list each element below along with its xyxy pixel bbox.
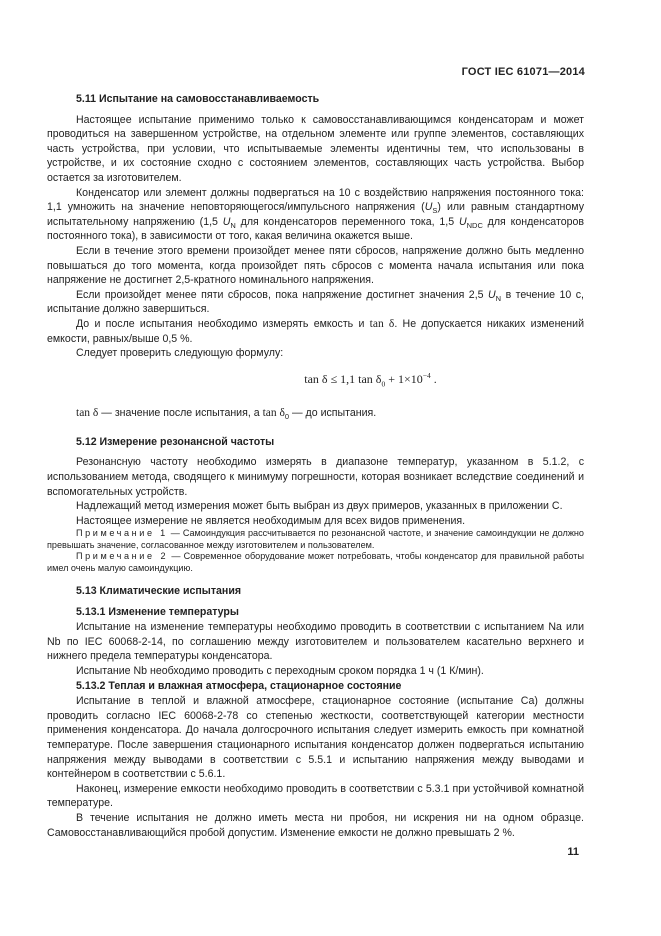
- paragraph: Наконец, измерение емкости необходимо проводить в соответствии с 5.3.1 при устойчивой комнатной температуре.: [47, 782, 584, 810]
- paragraph: В течение испытания не должно иметь места ни пробоя, ни искрения ни на одном образце. Самовосстанавливающийся пробой допустим. Изменение емкости не должно превышать 2 %.: [47, 811, 584, 839]
- document-code: ГОСТ IEC 61071—2014: [461, 66, 585, 78]
- subsection-heading-5-13-2: 5.13.2 Теплая и влажная атмосфера, стационарное состояние: [76, 679, 402, 692]
- paragraph: Настоящее измерение не является необходимым для всех видов применения.: [76, 514, 466, 527]
- subsection-heading-5-13-1: 5.13.1 Изменение температуры: [76, 605, 239, 618]
- paragraph: Испытание Nb необходимо проводить с переходным сроком порядка 1 ч (1 К/мин).: [76, 665, 484, 678]
- paragraph: Резонансную частоту необходимо измерять в диапазоне температур, указанном в 5.1.2, с использованием метода, сводящего к минимуму погрешности, которая возникает вследствие соединений и вспомогательных устройств.: [47, 456, 584, 498]
- paragraph: Если в течение этого времени произойдет менее пяти сбросов, напряжение должно быть медленно повышаться до того момента, когда произойдет пять сбросов с момента начала испытания или пока напряжение не достигнет 2,5-кратного номинального напряжения.: [47, 244, 584, 287]
- formula-definitions: tan δ — значение после испытания, а $\tan \delta_0$ — до испытания.: [76, 407, 377, 422]
- section-heading-5-12: 5.12 Измерение резонансной частоты: [76, 435, 275, 448]
- note-2: Примечание 2 — Современное оборудование может потребовать, чтобы конденсатор для правильной работы имел очень малую самоиндукцию.: [47, 551, 584, 573]
- paragraph: Если произойдет менее пяти сбросов, пока напряжение достигнет значения 2,5 $U_N$ в течение 10 с, испытание должно завершиться.: [47, 288, 584, 316]
- formula: tan δ ≤ 1,1 $\tan \delta_0 + 1\times 10^{-4}$ .: [304, 370, 437, 389]
- section-heading-5-13: 5.13 Климатические испытания: [76, 585, 242, 598]
- paragraph: Конденсатор или элемент должны подвергаться на 10 с воздействию напряжения постоянного тока: 1,1 умножить на значение неповторяющегося/импульсного напряжения $(U_S)$ или равным стандартному испытательному напряжению (1,5 $U_N$ для конденсаторов переменного тока, 1,5 $U_{NDC}$ для конденсаторов постоянного тока), в зависимости от того, какая величина окажется выше.: [47, 186, 585, 243]
- section-heading-5-11: 5.11 Испытание на самовосстанавливаемость: [76, 93, 320, 105]
- paragraph: Следует проверить следующую формулу:: [76, 347, 284, 360]
- note-1: Примечание 1 — Самоиндукция рассчитывается по резонансной частоте, и значение самоиндукции не должно превышать значение, согласованное между изготовителем и пользователем.: [47, 528, 584, 550]
- page-number: 11: [567, 846, 579, 858]
- paragraph: Испытание на изменение температуры необходимо проводить в соответствии с испытанием Na или Nb по IEC 60068-2-14, по соглашению между изготовителем и пользователем касательно верхнего и нижнего предела температуры конденсатора.: [47, 621, 584, 663]
- document-body: [47, 92, 584, 840]
- paragraph: Надлежащий метод измерения может быть выбран из двух примеров, указанных в приложении С.: [76, 500, 563, 513]
- paragraph: До и после испытания необходимо измерять емкость и tan δ. Не допускается никаких изменений емкости, равных/выше 0,5 %.: [47, 317, 584, 345]
- paragraph: Настоящее испытание применимо только к самовосстанавливающимся конденсаторам и может проводиться на завершенном устройстве, на отдельном элементе или группе элементов, составляющих часть устройства, при условии, что испытываемые элементы идентичны тем, что использованы в устройстве, и их состояние сходно с состоянием элементов, составляющих часть устройства. Выбор остается за изготовителем.: [47, 113, 584, 184]
- paragraph: Испытание в теплой и влажной атмосфере, стационарное состояние (испытание Са) должны проводить согласно IEC 60068-2-78 со степенью жесткости, соответствующей категории местности применения конденсатора. До начала долгосрочного испытания следует измерить емкость при комнатной температуре. После завершения стационарного испытания конденсатор должен подвергаться испытанию напряжения между выводами в соответствии с 5.5.1 и испытанию напряжения между выводами и контейнером в соответствии с 5.6.1.: [47, 695, 584, 781]
